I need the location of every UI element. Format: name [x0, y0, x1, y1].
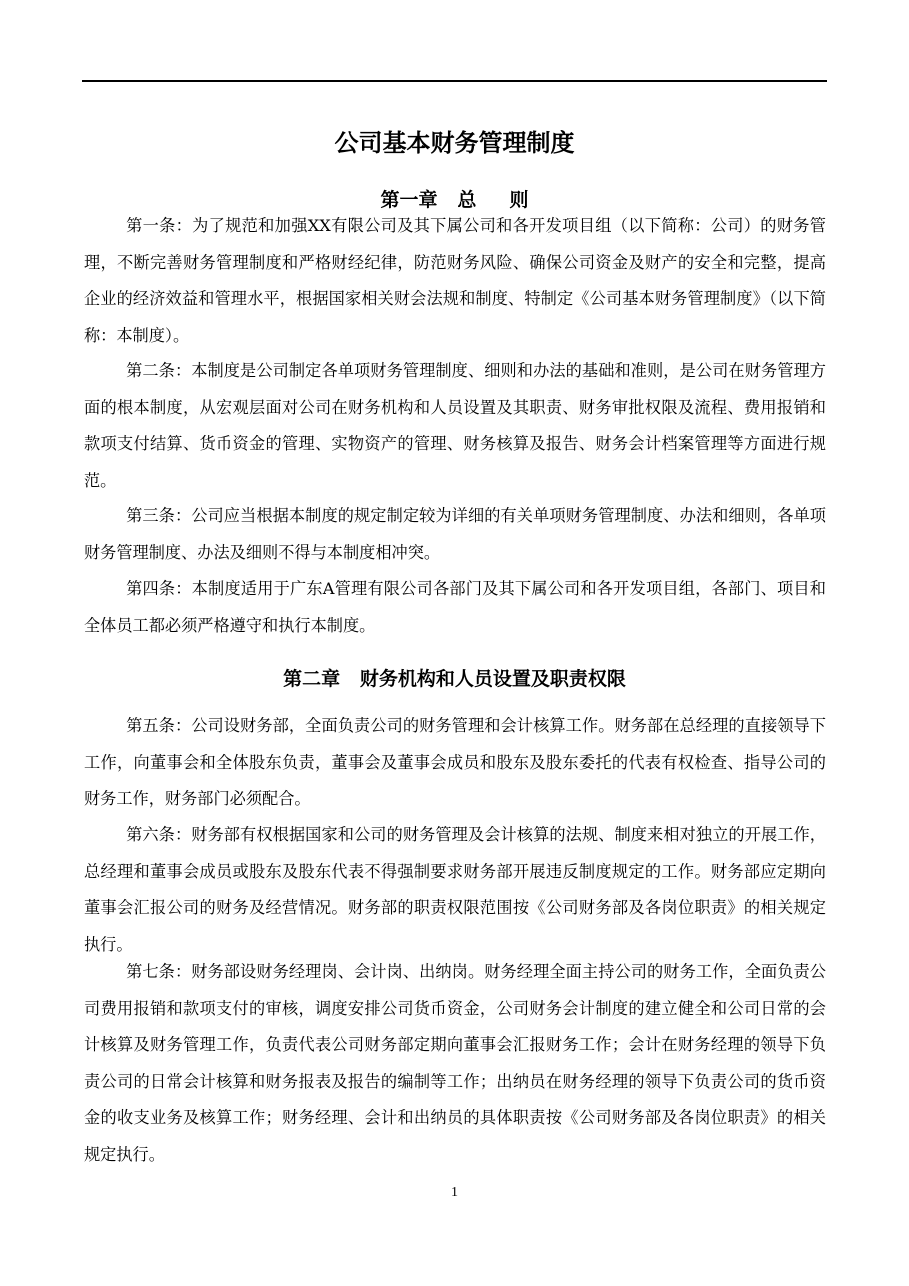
article-6: 第六条：财务部有权根据国家和公司的财务管理及会计核算的法规、制度来相对独立的开展工作，总经理和董事会成员或股东及股东代表不得强制要求财务部开展违反制度规定的工作。财务部应定期向董事会汇报公司的财务及经营情况。财务部的职责权限范围按《公司财务部及各岗位职责》的相关规定执行。	[84, 825, 826, 954]
header-rule	[82, 80, 827, 82]
article-5: 第五条：公司设财务部，全面负责公司的财务管理和会计核算工作。财务部在总经理的直接领导下工作，向董事会和全体股东负责，董事会及董事会成员和股东及股东委托的代表有权检查、指导公司的财务工作，财务部门必须配合。	[84, 716, 826, 808]
article-2: 第二条：本制度是公司制定各单项财务管理制度、细则和办法的基础和准则，是公司在财务管理方面的根本制度，从宏观层面对公司在财务机构和人员设置及其职责、财务审批权限及流程、费用报销和款项支付结算、货币资金的管理、实物资产的管理、财务核算及报告、财务会计档案管理等方面进行规范。	[84, 361, 826, 490]
article-1: 第一条：为了规范和加强XX有限公司及其下属公司和各开发项目组（以下简称：公司）的财务管理，不断完善财务管理制度和严格财经纪律，防范财务风险、确保公司资金及财产的安全和完整，提高企业的经济效益和管理水平，根据国家相关财会法规和制度、特制定《公司基本财务管理制度》（以下简称：本制度）。	[84, 216, 826, 345]
chapter-1-heading: 第一章 总 则	[380, 189, 529, 211]
chapter-2-heading: 第二章 财务机构和人员设置及职责权限	[283, 668, 626, 690]
article-7: 第七条：财务部设财务经理岗、会计岗、出纳岗。财务经理全面主持公司的财务工作，全面负责公司费用报销和款项支付的审核，调度安排公司货币资金，公司财务会计制度的建立健全和公司日常的会计核算及财务管理工作，负责代表公司财务部定期向董事会汇报财务工作；会计在财务经理的领导下负责公司的日常会计核算和财务报表及报告的编制等工作；出纳员在财务经理的领导下负责公司的货币资金的收支业务及核算工作；财务经理、会计和出纳员的具体职责按《公司财务部及各岗位职责》的相关规定执行。	[84, 962, 826, 1164]
document-title: 公司基本财务管理制度	[334, 129, 575, 157]
page-number: 1	[451, 1185, 458, 1200]
article-3: 第三条：公司应当根据本制度的规定制定较为详细的有关单项财务管理制度、办法和细则，各单项财务管理制度、办法及细则不得与本制度相冲突。	[84, 506, 826, 562]
article-4: 第四条：本制度适用于广东A管理有限公司各部门及其下属公司和各开发项目组，各部门、项目和全体员工都必须严格遵守和执行本制度。	[84, 579, 826, 635]
